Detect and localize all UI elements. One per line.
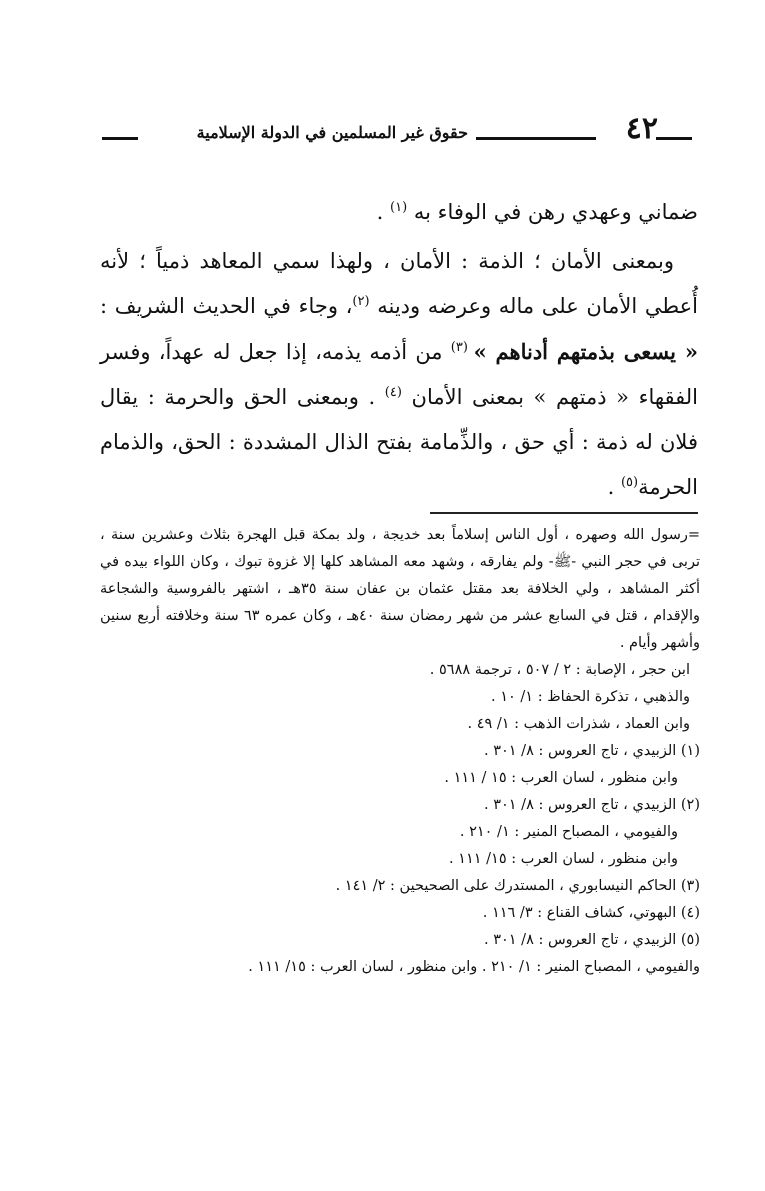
footnote-2-b: والفيومي ، المصباح المنير : ١/ ٢١٠ .	[459, 824, 678, 840]
running-header	[98, 110, 686, 160]
paragraph-2-part-b: ، وجاء في الحديث الشريف :	[100, 294, 353, 318]
footnote-ref-3: (٣)	[450, 340, 474, 355]
footnote-ref-2: (٢)	[352, 294, 370, 309]
footnote-separator	[430, 512, 698, 514]
paragraph-1-text: ضماني وعهدي رهن في الوفاء به	[413, 200, 698, 224]
hadith-quote: « يسعى بذمتهم أدناهم »	[473, 339, 698, 364]
footnote-5-b: والفيومي ، المصباح المنير : ١/ ٢١٠ . وابن منظور ، لسان العرب : ١٥/ ١١١ .	[248, 959, 700, 975]
prev-ref-3: وابن العماد ، شذرات الذهب : ١/ ٤٩ .	[467, 716, 690, 732]
paragraph-2-part-c: من أذمه يذمه، إذا جعل له عهداً، وفسر الفقهاء « ذمتهم » بمعنى الأمان	[100, 340, 698, 409]
footnote-ref-4: (٤)	[384, 385, 402, 400]
footnotes	[100, 522, 700, 981]
header-rule-left	[102, 137, 138, 140]
prev-ref-2: والذهبي ، تذكرة الحفاظ : ١/ ١٠ .	[491, 689, 690, 705]
footnote-5: (٥) الزبيدي ، تاج العروس : ٨/ ٣٠١ .	[483, 932, 700, 948]
footnote-2-c: وابن منظور ، لسان العرب : ١٥/ ١١١ .	[448, 851, 678, 867]
footnote-2: (٢) الزبيدي ، تاج العروس : ٨/ ٣٠١ .	[483, 797, 700, 813]
footnote-1: (١) الزبيدي ، تاج العروس : ٨/ ٣٠١ .	[483, 743, 700, 759]
prev-ref-1: ابن حجر ، الإصابة : ٢ / ٥٠٧ ، ترجمة ٥٦٨٨ .	[429, 662, 690, 678]
paragraph-1	[100, 190, 698, 235]
page-number: ٤٢	[625, 111, 658, 146]
footnote-1-b: وابن منظور ، لسان العرب : ١٥ / ١١١ .	[444, 770, 678, 786]
footnote-ref-5: (٥)	[620, 475, 639, 490]
footnote-ref-1: (١)	[390, 200, 408, 215]
header-rule-middle	[476, 137, 596, 140]
paragraph-1-end: .	[376, 200, 391, 224]
paragraph-2-part-d: . وبمعنى الحق والحرمة : يقال فلان له ذمة : أي حق ، والذِّمامة بفتح الذال المشددة : الحق، والذمام الحرمة	[100, 385, 698, 499]
footnote-continuation: =رسول الله وصهره ، أول الناس إسلاماً بعد خديجة ، ولد بمكة قبل الهجرة بثلاث وعشرين سنة ، تربى في حجر النبي -ﷺ- ولم يفارقه ، وشهد معه المشاهد كلها إلا غزوة تبوك ، وكان اللواء بيده في أكثر المشاهد ، ولي الخلافة بعد مقتل عثمان بن عفان سنة ٣٥هـ ، اشتهر بالفروسية والشجاعة والإقدام ، قتل في السابع عشر من شهر رمضان سنة ٤٠هـ ، وكان عمره ٦٣ سنة وخلافته أربع سنين وأشهر وأيام .	[100, 527, 700, 651]
footnote-3: (٣) الحاكم النيسابوري ، المستدرك على الصحيحين : ٢/ ١٤١ .	[335, 878, 700, 894]
paragraph-2-part-a: وبمعنى الأمان ؛ الذمة : الأمان ، ولهذا سمي المعاهد ذمياً ؛ لأنه أُعطي الأمان على ماله وعرضه ودينه	[100, 249, 698, 318]
footnote-4: (٤) البهوتي، كشاف القناع : ٣/ ١١٦ .	[482, 905, 700, 921]
running-title: حقوق غير المسلمين في الدولة الإسلامية	[196, 123, 468, 142]
paragraph-2	[100, 239, 698, 510]
main-text	[100, 190, 698, 510]
header-rule-right	[656, 137, 692, 140]
paragraph-2-end: .	[607, 475, 621, 499]
